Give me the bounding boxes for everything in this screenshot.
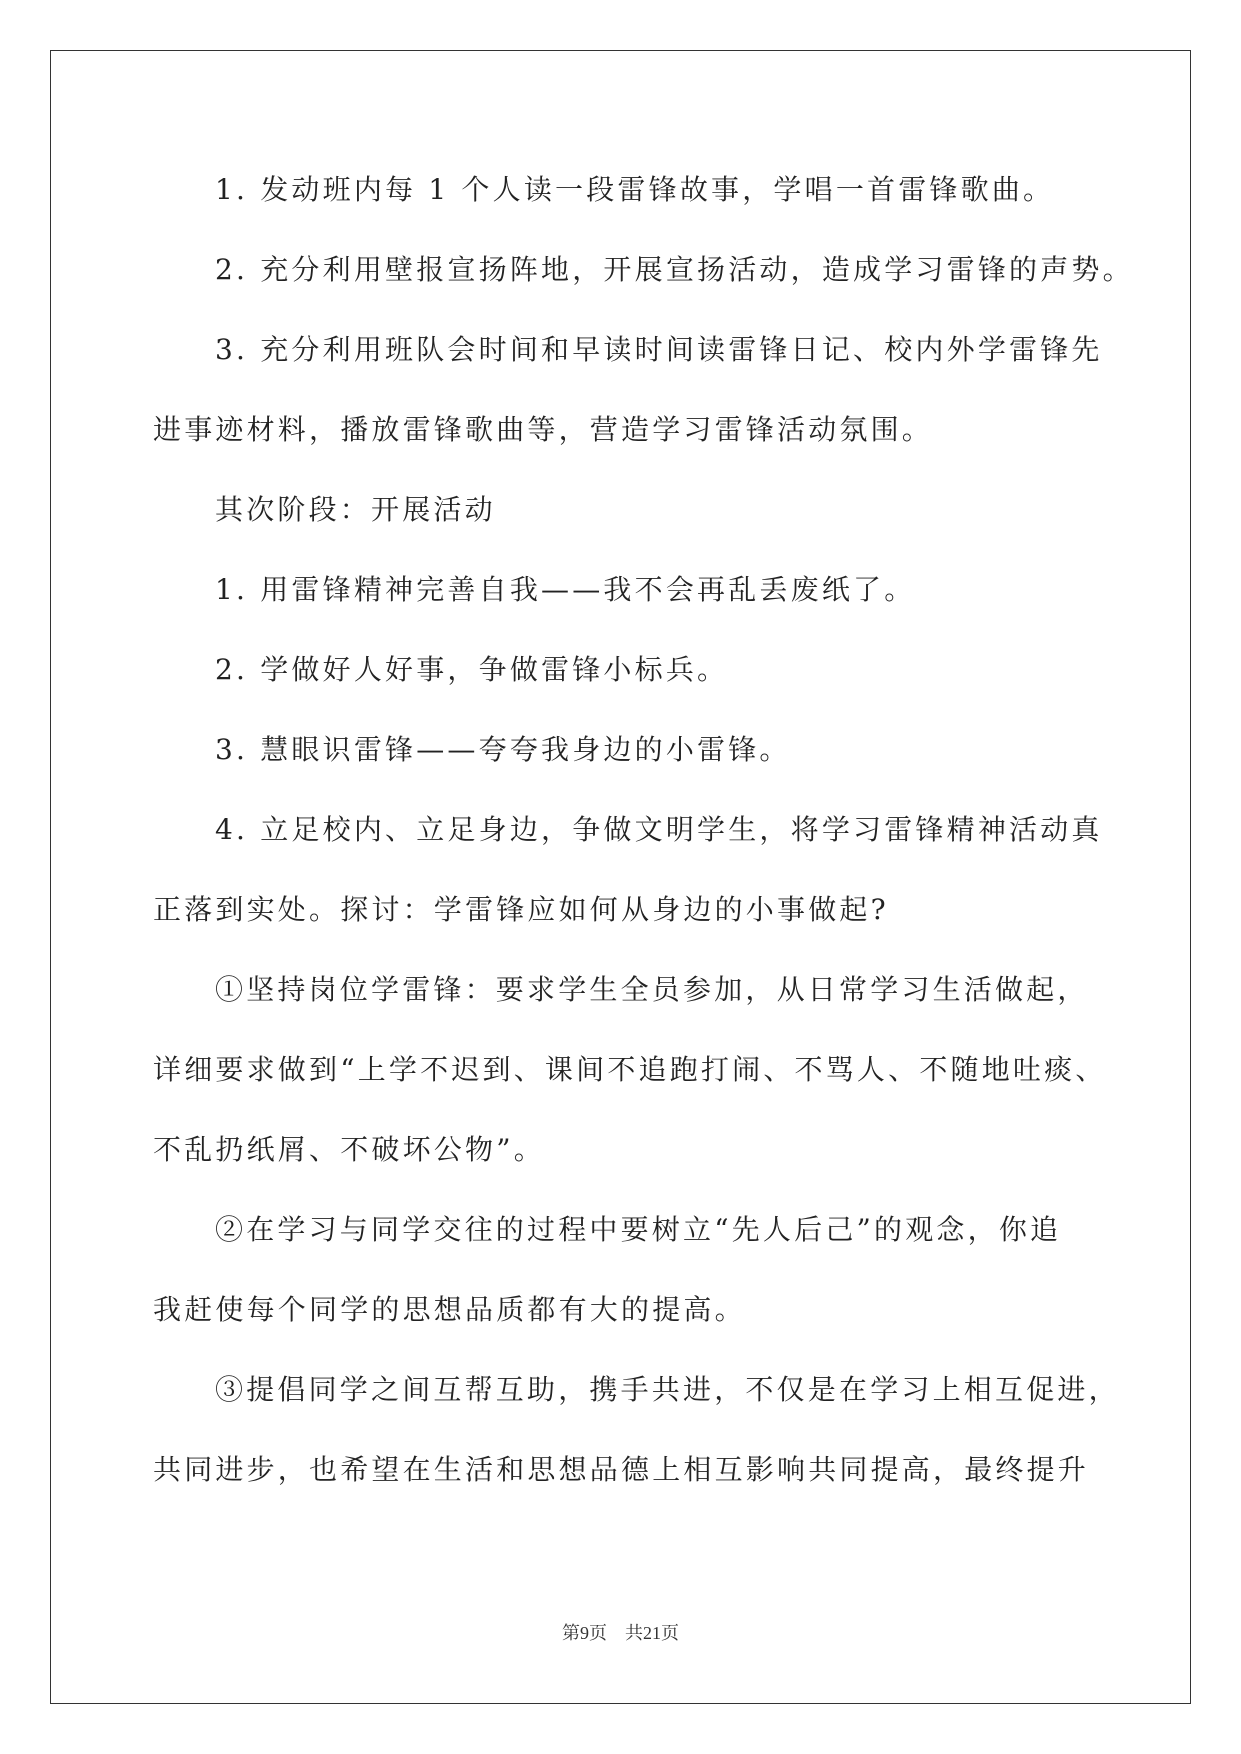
paragraph-line: 1. 发动班内每 1 个人读一段雷锋故事，学唱一首雷锋歌曲。: [215, 173, 1055, 206]
paragraph-line: 4. 立足校内、立足身边，争做文明学生，将学习雷锋精神活动真: [215, 813, 1103, 846]
paragraph-line: 2. 充分利用壁报宣扬阵地，开展宣扬活动，造成学习雷锋的声势。: [215, 253, 1134, 286]
paragraph-line: 3. 充分利用班队会时间和早读时间读雷锋日记、校内外学雷锋先: [215, 333, 1103, 366]
footer-middle: 页 共: [589, 1623, 643, 1644]
paragraph-line: 2. 学做好人好事，争做雷锋小标兵。: [215, 653, 729, 686]
page-footer: [0, 1621, 1241, 1646]
paragraph-line: ①坚持岗位学雷锋：要求学生全员参加，从日常学习生活做起，: [215, 973, 1089, 1006]
current-page-number: 9: [580, 1623, 589, 1643]
footer-prefix: 第: [562, 1623, 580, 1644]
paragraph-line: 共同进步，也希望在生活和思想品德上相互影响共同提高，最终提升: [153, 1453, 1090, 1486]
paragraph-line: 进事迹材料，播放雷锋歌曲等，营造学习雷锋活动氛围。: [153, 413, 934, 446]
footer-suffix: 页: [661, 1623, 679, 1644]
paragraph-line: 正落到实处。探讨：学雷锋应如何从身边的小事做起?: [153, 893, 889, 926]
paragraph-line: 1. 用雷锋精神完善自我——我不会再乱丢废纸了。: [215, 573, 916, 606]
paragraph-line: ③提倡同学之间互帮互助，携手共进，不仅是在学习上相互促进，: [215, 1373, 1120, 1406]
paragraph-line: 我赶使每个同学的思想品质都有大的提高。: [153, 1293, 746, 1326]
paragraph-line: ②在学习与同学交往的过程中要树立“先人后己”的观念，你追: [215, 1213, 1062, 1246]
paragraph-line: 不乱扔纸屑、不破坏公物”。: [153, 1133, 545, 1166]
section-heading: 其次阶段：开展活动: [215, 493, 496, 526]
paragraph-line: 详细要求做到“上学不迟到、课间不追跑打闹、不骂人、不随地吐痰、: [153, 1053, 1107, 1086]
total-page-count: 21: [643, 1623, 661, 1643]
paragraph-line: 3. 慧眼识雷锋——夸夸我身边的小雷锋。: [215, 733, 791, 766]
